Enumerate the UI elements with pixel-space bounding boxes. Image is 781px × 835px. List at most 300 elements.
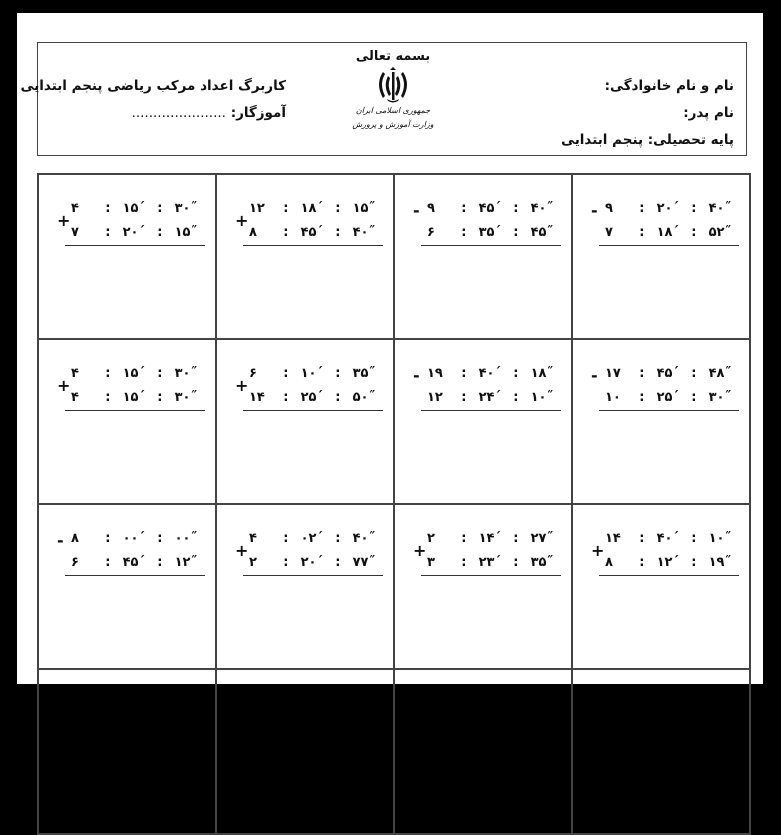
colon-separator: : (157, 225, 163, 240)
colon-separator: : (461, 555, 467, 570)
seconds-value (175, 221, 197, 245)
number-text: ۴۵ (530, 225, 547, 240)
hours-value (605, 197, 627, 221)
bottom-operand-row (57, 221, 207, 245)
colon-separator: : (461, 366, 467, 381)
bottom-operand-row (235, 551, 385, 575)
colon-separator: : (283, 225, 289, 240)
number-text: ۱۹ (708, 555, 725, 570)
colon-separator: : (105, 555, 111, 570)
number-text: ۴۰ (352, 225, 369, 240)
hours-value (605, 221, 627, 245)
answer-line (243, 245, 383, 246)
seconds-value (353, 362, 375, 386)
colon-separator: : (639, 390, 645, 405)
number-text: ۱۰ (708, 531, 725, 546)
top-operand-row (57, 197, 207, 221)
number-text: ۵۰ (352, 390, 369, 405)
number-text: ۴ (71, 201, 79, 216)
number-text: ۷ (605, 225, 613, 240)
seconds-value (175, 386, 197, 410)
colon-separator: : (105, 225, 111, 240)
seconds-value (531, 221, 553, 245)
student-info (561, 73, 734, 154)
number-text: ۷ (71, 225, 79, 240)
minutes-value (301, 386, 323, 410)
answer-line (65, 245, 205, 246)
time-arithmetic-problem (413, 362, 563, 411)
number-text: ۳ (427, 555, 435, 570)
minus-operator: - (591, 366, 598, 385)
number-text: ۱۲ (249, 201, 265, 216)
number-text: ۱۵ (352, 201, 369, 216)
hours-value (71, 362, 93, 386)
minutes-value (479, 197, 501, 221)
hours-value (605, 362, 627, 386)
time-arithmetic-problem (57, 527, 207, 576)
colon-separator: : (335, 225, 341, 240)
answer-line (421, 245, 561, 246)
teacher-label: آموزگار: (230, 105, 286, 121)
minus-operator: - (413, 201, 420, 220)
minutes-value (657, 386, 679, 410)
second-mark: ˝ (190, 225, 197, 240)
bismillah-text: بسمه تعالی (355, 49, 431, 64)
colon-separator: : (639, 555, 645, 570)
minute-mark: ´ (672, 555, 679, 570)
seconds-value (709, 362, 731, 386)
seconds-value (175, 551, 197, 575)
problem-cell[interactable] (39, 175, 217, 340)
hours-value (427, 386, 449, 410)
seconds-value (709, 551, 731, 575)
colon-separator: : (691, 225, 697, 240)
colon-separator: : (691, 366, 697, 381)
minute-mark: ´ (494, 390, 501, 405)
time-arithmetic-problem (413, 527, 563, 576)
top-operand-row (591, 527, 741, 551)
top-operand-row (235, 527, 385, 551)
second-mark: ˝ (724, 531, 731, 546)
seconds-value (531, 197, 553, 221)
minutes-value (301, 197, 323, 221)
colon-separator: : (105, 390, 111, 405)
number-text: ۴۵ (122, 555, 139, 570)
minute-mark: ´ (138, 531, 145, 546)
number-text: ۲ (427, 531, 435, 546)
second-mark: ˝ (368, 366, 375, 381)
iran-emblem-icon (373, 66, 413, 104)
problem-cell[interactable] (217, 175, 395, 340)
second-mark: ˝ (190, 390, 197, 405)
colon-separator: : (335, 366, 341, 381)
worksheet-title-block (21, 73, 286, 127)
hours-value (605, 527, 627, 551)
second-mark: ˝ (546, 225, 553, 240)
bottom-operand-row (57, 551, 207, 575)
number-text: ۹ (427, 201, 435, 216)
number-text: ۸ (605, 555, 613, 570)
answer-line (421, 575, 561, 576)
colon-separator: : (105, 366, 111, 381)
teacher-line (21, 100, 286, 127)
number-text: ۱۸ (530, 366, 547, 381)
number-text: ۲ (249, 555, 257, 570)
minutes-value (479, 527, 501, 551)
father-name-label: نام پدر: (683, 105, 734, 121)
minute-mark: ´ (494, 201, 501, 216)
minutes-value (657, 221, 679, 245)
minutes-value (479, 362, 501, 386)
colon-separator: : (639, 201, 645, 216)
hours-value (427, 551, 449, 575)
colon-separator: : (639, 531, 645, 546)
number-text: ۴ (249, 531, 257, 546)
minutes-value (657, 551, 679, 575)
hours-value (71, 551, 93, 575)
seconds-value (709, 527, 731, 551)
minute-mark: ´ (494, 225, 501, 240)
number-text: ۲۵ (656, 390, 673, 405)
colon-separator: : (283, 366, 289, 381)
hours-value (249, 386, 271, 410)
empty-problem-cell[interactable] (573, 670, 751, 835)
minute-mark: ´ (672, 390, 679, 405)
colon-separator: : (157, 555, 163, 570)
number-text: ۰۲ (300, 531, 317, 546)
colon-separator: : (513, 555, 519, 570)
number-text: ۲۵ (300, 390, 317, 405)
colon-separator: : (691, 531, 697, 546)
number-text: ۱۹ (427, 366, 443, 381)
colon-separator: : (157, 390, 163, 405)
colon-separator: : (335, 531, 341, 546)
time-arithmetic-problem (413, 197, 563, 246)
colon-separator: : (461, 531, 467, 546)
problem-cell[interactable] (573, 505, 751, 670)
number-text: ۶ (71, 555, 79, 570)
number-text: ۳۰ (708, 390, 725, 405)
number-text: ۱۵ (122, 201, 139, 216)
second-mark: ˝ (190, 555, 197, 570)
number-text: ۴۸ (708, 366, 725, 381)
problem-cell[interactable] (573, 175, 751, 340)
time-arithmetic-problem (591, 362, 741, 411)
bottom-operand-row (413, 551, 563, 575)
bottom-operand-row (235, 386, 385, 410)
top-operand-row (57, 362, 207, 386)
hours-value (427, 197, 449, 221)
header-emblem-block (343, 49, 443, 132)
number-text: ۱۵ (122, 366, 139, 381)
problem-cell[interactable] (217, 505, 395, 670)
second-mark: ˝ (190, 201, 197, 216)
colon-separator: : (157, 366, 163, 381)
answer-line (599, 575, 739, 576)
number-text: ۱۰ (300, 366, 317, 381)
time-arithmetic-problem (235, 362, 385, 411)
problem-grid (37, 173, 751, 835)
seconds-value (709, 221, 731, 245)
answer-line (243, 410, 383, 411)
minutes-value (301, 527, 323, 551)
minutes-value (123, 221, 145, 245)
number-text: ۴۰ (530, 201, 547, 216)
number-text: ۹ (605, 201, 613, 216)
top-operand-row (591, 197, 741, 221)
colon-separator: : (335, 390, 341, 405)
bottom-operand-row (591, 386, 741, 410)
empty-problem-cell[interactable] (217, 670, 395, 835)
number-text: ۱۲ (427, 390, 443, 405)
top-operand-row (413, 197, 563, 221)
minute-mark: ´ (494, 366, 501, 381)
bottom-operand-row (413, 386, 563, 410)
minute-mark: ´ (494, 531, 501, 546)
time-arithmetic-problem (235, 527, 385, 576)
colon-separator: : (513, 531, 519, 546)
minutes-value (123, 362, 145, 386)
plus-operator: + (591, 541, 605, 560)
number-text: ۸ (71, 531, 79, 546)
seconds-value (353, 386, 375, 410)
hours-value (249, 551, 271, 575)
answer-line (65, 575, 205, 576)
minute-mark: ´ (494, 555, 501, 570)
seconds-value (353, 221, 375, 245)
minute-mark: ´ (316, 366, 323, 381)
number-text: ۶ (427, 225, 435, 240)
colon-separator: : (691, 555, 697, 570)
colon-separator: : (513, 390, 519, 405)
number-text: ۱۲ (174, 555, 191, 570)
minute-mark: ´ (138, 555, 145, 570)
empty-problem-cell[interactable] (395, 670, 573, 835)
number-text: ۱۰ (530, 390, 547, 405)
top-operand-row (591, 362, 741, 386)
minute-mark: ´ (316, 555, 323, 570)
number-text: ۱۴ (605, 531, 621, 546)
problem-cell[interactable] (395, 175, 573, 340)
second-mark: ˝ (368, 390, 375, 405)
seconds-value (531, 362, 553, 386)
number-text: ۱۵ (174, 225, 191, 240)
hours-value (71, 386, 93, 410)
colon-separator: : (283, 555, 289, 570)
minutes-value (479, 386, 501, 410)
seconds-value (353, 551, 375, 575)
number-text: ۳۵ (530, 555, 547, 570)
minutes-value (657, 362, 679, 386)
colon-separator: : (513, 201, 519, 216)
number-text: ۴۰ (708, 201, 725, 216)
plus-operator: + (235, 541, 249, 560)
seconds-value (175, 362, 197, 386)
second-mark: ˝ (368, 555, 375, 570)
seconds-value (353, 527, 375, 551)
colon-separator: : (283, 531, 289, 546)
hours-value (427, 362, 449, 386)
number-text: ۴۵ (656, 366, 673, 381)
number-text: ۱۲ (656, 555, 673, 570)
minus-operator: - (413, 366, 420, 385)
minute-mark: ´ (316, 201, 323, 216)
hours-value (427, 221, 449, 245)
number-text: ۴ (71, 366, 79, 381)
answer-line (421, 410, 561, 411)
seconds-value (531, 551, 553, 575)
second-mark: ˝ (368, 531, 375, 546)
number-text: ۵۲ (708, 225, 725, 240)
number-text: ۲۳ (478, 555, 495, 570)
minute-mark: ´ (138, 390, 145, 405)
number-text: ۳۵ (352, 366, 369, 381)
hours-value (249, 221, 271, 245)
minute-mark: ´ (138, 225, 145, 240)
top-operand-row (235, 362, 385, 386)
number-text: ۱۵ (122, 390, 139, 405)
number-text: ۲۰ (656, 201, 673, 216)
problem-cell[interactable] (39, 505, 217, 670)
answer-line (65, 410, 205, 411)
worksheet-page (17, 13, 763, 684)
minutes-value (123, 551, 145, 575)
time-arithmetic-problem (235, 197, 385, 246)
seconds-value (175, 197, 197, 221)
minute-mark: ´ (316, 531, 323, 546)
top-operand-row (235, 197, 385, 221)
number-text: ۱۴ (478, 531, 495, 546)
plus-operator: + (235, 211, 249, 230)
second-mark: ˝ (190, 531, 197, 546)
second-mark: ˝ (546, 555, 553, 570)
minutes-value (657, 197, 679, 221)
problem-cell[interactable] (395, 505, 573, 670)
number-text: ۱۸ (656, 225, 673, 240)
colon-separator: : (335, 201, 341, 216)
plus-operator: + (413, 541, 427, 560)
minutes-value (301, 362, 323, 386)
colon-separator: : (639, 225, 645, 240)
minutes-value (123, 527, 145, 551)
number-text: ۲۰ (300, 555, 317, 570)
grade-label: پایه تحصیلی: پنجم ابتدایی (561, 132, 734, 148)
colon-separator: : (461, 225, 467, 240)
problem-cell[interactable] (573, 340, 751, 505)
minus-operator: - (57, 531, 64, 550)
seconds-value (531, 386, 553, 410)
hours-value (249, 197, 271, 221)
number-text: ۳۰ (174, 201, 191, 216)
problem-cell[interactable] (217, 340, 395, 505)
second-mark: ˝ (724, 390, 731, 405)
problem-cell[interactable] (39, 340, 217, 505)
second-mark: ˝ (546, 531, 553, 546)
second-mark: ˝ (724, 225, 731, 240)
hours-value (71, 527, 93, 551)
hours-value (427, 527, 449, 551)
number-text: ۴۰ (352, 531, 369, 546)
top-operand-row (413, 527, 563, 551)
colon-separator: : (513, 366, 519, 381)
teacher-name-blank[interactable]: ...................... (131, 105, 226, 121)
minute-mark: ´ (138, 201, 145, 216)
emblem-caption-republic: جمهوری اسلامی ایران (355, 106, 431, 115)
hours-value (605, 386, 627, 410)
empty-problem-cell[interactable] (39, 670, 217, 835)
top-operand-row (413, 362, 563, 386)
number-text: ۸ (249, 225, 257, 240)
number-text: ۱۴ (249, 390, 265, 405)
colon-separator: : (157, 201, 163, 216)
second-mark: ˝ (546, 390, 553, 405)
minute-mark: ´ (672, 225, 679, 240)
number-text: ۱۰ (605, 390, 621, 405)
number-text: ۲۴ (478, 390, 495, 405)
seconds-value (175, 527, 197, 551)
colon-separator: : (461, 201, 467, 216)
colon-separator: : (105, 531, 111, 546)
colon-separator: : (283, 390, 289, 405)
bottom-operand-row (57, 386, 207, 410)
second-mark: ˝ (546, 201, 553, 216)
hours-value (249, 362, 271, 386)
number-text: ۶ (249, 366, 257, 381)
minus-operator: - (591, 201, 598, 220)
number-text: ۳۰ (174, 366, 191, 381)
second-mark: ˝ (368, 225, 375, 240)
second-mark: ˝ (190, 366, 197, 381)
second-mark: ˝ (724, 366, 731, 381)
second-mark: ˝ (724, 201, 731, 216)
minute-mark: ´ (672, 366, 679, 381)
seconds-value (709, 197, 731, 221)
minute-mark: ´ (672, 201, 679, 216)
number-text: ۰۰ (174, 531, 191, 546)
minute-mark: ´ (316, 225, 323, 240)
number-text: ۳۵ (478, 225, 495, 240)
colon-separator: : (513, 225, 519, 240)
number-text: ۲۷ (530, 531, 547, 546)
minutes-value (301, 551, 323, 575)
time-arithmetic-problem (591, 527, 741, 576)
plus-operator: + (235, 376, 249, 395)
number-text: ۳۰ (174, 390, 191, 405)
worksheet-title: کاربرگ اعداد مرکب ریاضی پنجم ابتدایی (20, 78, 286, 94)
time-arithmetic-problem (57, 197, 207, 246)
student-name-label: نام و نام خانوادگی: (604, 78, 734, 94)
worksheet-header (20, 42, 747, 156)
number-text: ۴۵ (300, 225, 317, 240)
number-text: ۴۵ (478, 201, 495, 216)
top-operand-row (57, 527, 207, 551)
answer-line (599, 410, 739, 411)
colon-separator: : (691, 201, 697, 216)
seconds-value (709, 386, 731, 410)
answer-line (243, 575, 383, 576)
answer-line (599, 245, 739, 246)
colon-separator: : (461, 390, 467, 405)
colon-separator: : (157, 531, 163, 546)
hours-value (71, 197, 93, 221)
colon-separator: : (335, 555, 341, 570)
number-text: ۱۸ (300, 201, 317, 216)
minutes-value (123, 386, 145, 410)
minute-mark: ´ (672, 531, 679, 546)
bottom-operand-row (235, 221, 385, 245)
problem-cell[interactable] (395, 340, 573, 505)
colon-separator: : (691, 390, 697, 405)
